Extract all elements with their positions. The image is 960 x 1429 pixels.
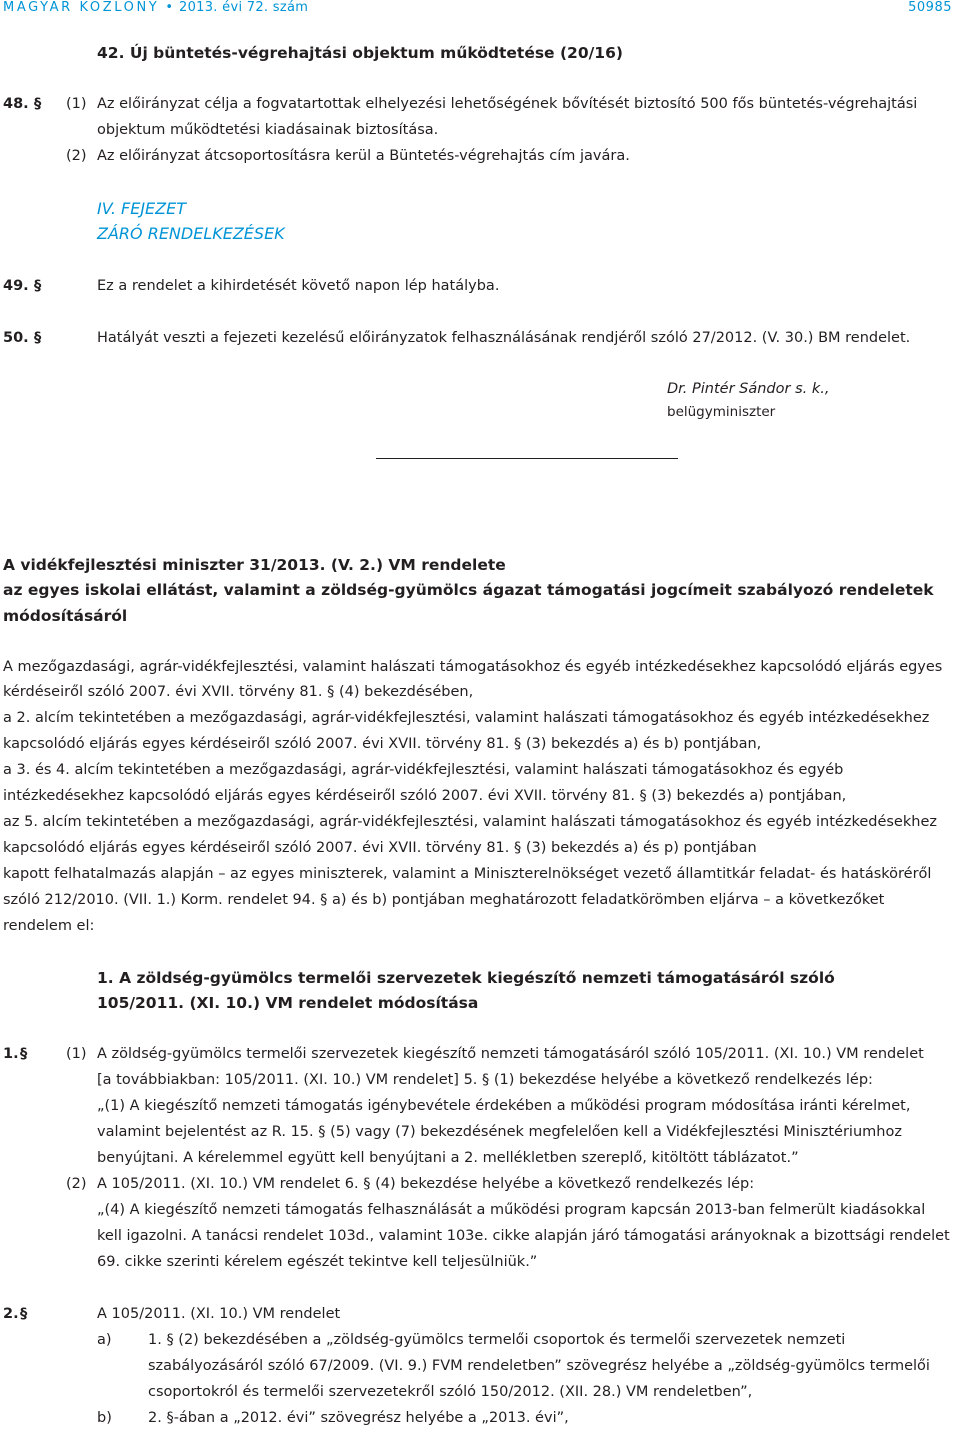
subsection-title: 105/2011. (XI. 10.) VM rendelet módosítása: [97, 994, 479, 1012]
paragraph-number-2: 2.: [3, 1306, 19, 1322]
paragraph-text: A 105/2011. (XI. 10.) VM rendelet 6. § (4) bekezdése helyébe a következő rendelkezés lép:: [97, 1176, 755, 1192]
section-sign: §: [34, 330, 42, 346]
decree-subject: az egyes iskolai ellátást, valamint a zöldség-gyümölcs ágazat támogatási jogcímeit szabályozó rendeletek: [3, 581, 934, 599]
preamble-line: kérdéseiről szóló 2007. évi XVII. törvény 81. § (4) bekezdésében,: [3, 684, 474, 700]
paragraph-text: A 105/2011. (XI. 10.) VM rendelet: [97, 1306, 341, 1322]
paragraph-text: kell igazolni. A tanácsi rendelet 103d., valamint 103e. cikke alapján járó támogatási arányoknak a bizottsági rendelet: [97, 1228, 950, 1244]
preamble-line: kapcsolódó eljárás egyes kérdéseiről szóló 2007. évi XVII. törvény 81. § (3) bekezdés a) és p) pontjában: [3, 840, 757, 856]
preamble-line: az 5. alcím tekintetében a mezőgazdasági, agrár-vidékfejlesztési, valamint halászati támogatásokhoz és egyéb intézkedésekhez: [3, 814, 937, 830]
page-number: 50985: [908, 0, 952, 15]
paragraph-text: „(4) A kiegészítő nemzeti támogatás felhasználását a működési program kapcsán 2013-ban felmerült kiadásokkal: [97, 1202, 926, 1218]
decree-heading: A vidékfejlesztési miniszter 31/2013. (V. 2.) VM rendelete: [3, 556, 506, 574]
paragraph-text: objektum működtetési kiadásainak biztosítása.: [97, 122, 439, 138]
paragraph-number-50: 50.: [3, 330, 29, 346]
subparagraph-label: (2): [66, 1176, 87, 1192]
point-label: a): [97, 1332, 112, 1348]
subparagraph-label: (1): [66, 1046, 87, 1062]
issue-number: 2013. évi 72. szám: [179, 0, 309, 15]
signatory-role: belügyminiszter: [667, 404, 776, 420]
paragraph-text: valamint bejelentést az R. 15. § (5) vagy (7) bekezdésének megfelelően kell a Vidékfejlesztési Minisztériumhoz: [97, 1124, 902, 1140]
section-sign: §: [34, 278, 42, 294]
paragraph-number-1: 1.: [3, 1046, 19, 1062]
journal-title: MAGYAR KÖZLÖNY: [3, 0, 160, 15]
preamble-line: intézkedésekhez kapcsolódó eljárás egyes kérdéseiről szóló 2007. évi XVII. törvény 81. § (3) bekezdés a) pontjában,: [3, 788, 847, 804]
paragraph-text: benyújtani. A kérelemmel együtt kell benyújtani a 2. mellékletben szereplő, kitöltött táblázatot.”: [97, 1150, 799, 1166]
paragraph-text: 1. § (2) bekezdésében a „zöldség-gyümölcs termelői csoportok és termelői szervezetek nemzeti: [148, 1332, 846, 1348]
preamble-line: kapott felhatalmazás alapján – az egyes miniszterek, valamint a Miniszterelnökséget vezető államtitkár feladat- és hatásköréről: [3, 866, 932, 882]
paragraph-text: Hatályát veszti a fejezeti kezelésű előirányzatok felhasználásának rendjéről szóló 27/2012. (V. 30.) BM rendelet.: [97, 330, 911, 346]
paragraph-text: Az előirányzat átcsoportosításra kerül a Büntetés-végrehajtás cím javára.: [97, 148, 630, 164]
section-sign: §: [34, 96, 42, 112]
preamble-line: a 2. alcím tekintetében a mezőgazdasági, agrár-vidékfejlesztési, valamint halászati támogatásokhoz és egyéb intézkedésekhez: [3, 710, 930, 726]
paragraph-text: A zöldség-gyümölcs termelői szervezetek kiegészítő nemzeti támogatásáról szóló 105/2011. (XI. 10.) VM rendelet: [97, 1046, 924, 1062]
paragraph-text: [a továbbiakban: 105/2011. (XI. 10.) VM rendelet] 5. § (1) bekezdése helyébe a következő rendelkezés lép:: [97, 1072, 873, 1088]
journal-header: [3, 0, 308, 15]
preamble-line: rendelem el:: [3, 918, 95, 934]
section-sign: §: [20, 1306, 28, 1322]
section-title: 42. Új büntetés-végrehajtási objektum működtetése (20/16): [97, 44, 623, 62]
subparagraph-label: (1): [66, 96, 87, 112]
chapter-title: ZÁRÓ RENDELKEZÉSEK: [97, 224, 285, 243]
subparagraph-label: (2): [66, 148, 87, 164]
paragraph-number-49: 49.: [3, 278, 29, 294]
preamble-line: szóló 212/2010. (VII. 1.) Korm. rendelet 94. § a) és b) pontjában meghatározott feladatkörömben eljárva – a következőket: [3, 892, 885, 908]
decree-subject: módosításáról: [3, 607, 128, 625]
paragraph-text: Ez a rendelet a kihirdetését követő napon lép hatályba.: [97, 278, 500, 294]
preamble-line: a 3. és 4. alcím tekintetében a mezőgazdasági, agrár-vidékfejlesztési, valamint halászati támogatásokhoz és egyéb: [3, 762, 844, 778]
signatory-name: Dr. Pintér Sándor s. k.,: [667, 381, 830, 397]
point-label: b): [97, 1410, 112, 1426]
paragraph-text: 2. §-ában a „2012. évi” szövegrész helyébe a „2013. évi”,: [148, 1410, 569, 1426]
preamble-line: kapcsolódó eljárás egyes kérdéseiről szóló 2007. évi XVII. törvény 81. § (3) bekezdés a) és b) pontjában,: [3, 736, 762, 752]
paragraph-number-48: 48.: [3, 96, 29, 112]
paragraph-text: Az előirányzat célja a fogvatartottak elhelyezési lehetőségének bővítését biztosító 500 fős büntetés-végrehajtási: [97, 96, 918, 112]
header-bullet: •: [165, 0, 173, 15]
subsection-title: 1. A zöldség-gyümölcs termelői szervezetek kiegészítő nemzeti támogatásáról szóló: [97, 969, 835, 987]
preamble-line: A mezőgazdasági, agrár-vidékfejlesztési, valamint halászati támogatásokhoz és egyéb intézkedésekhez kapcsolódó eljárás egyes: [3, 659, 943, 675]
paragraph-text: csoportokról és termelői szervezetekről szóló 150/2012. (XII. 28.) VM rendeletben”,: [148, 1384, 753, 1400]
section-sign: §: [20, 1046, 28, 1062]
paragraph-text: „(1) A kiegészítő nemzeti támogatás igénybevétele érdekében a működési program módosítása iránti kérelmet,: [97, 1098, 911, 1114]
chapter-number: IV. FEJEZET: [97, 199, 186, 218]
paragraph-text: szabályozásáról szóló 67/2009. (VI. 9.) FVM rendeletben” szövegrész helyébe a „zöldség-gyümölcs termelői: [148, 1358, 930, 1374]
paragraph-text: 69. cikke szerinti kérelem egészét tekintve kell teljesülniük.”: [97, 1254, 538, 1270]
separator-rule: [376, 458, 678, 459]
